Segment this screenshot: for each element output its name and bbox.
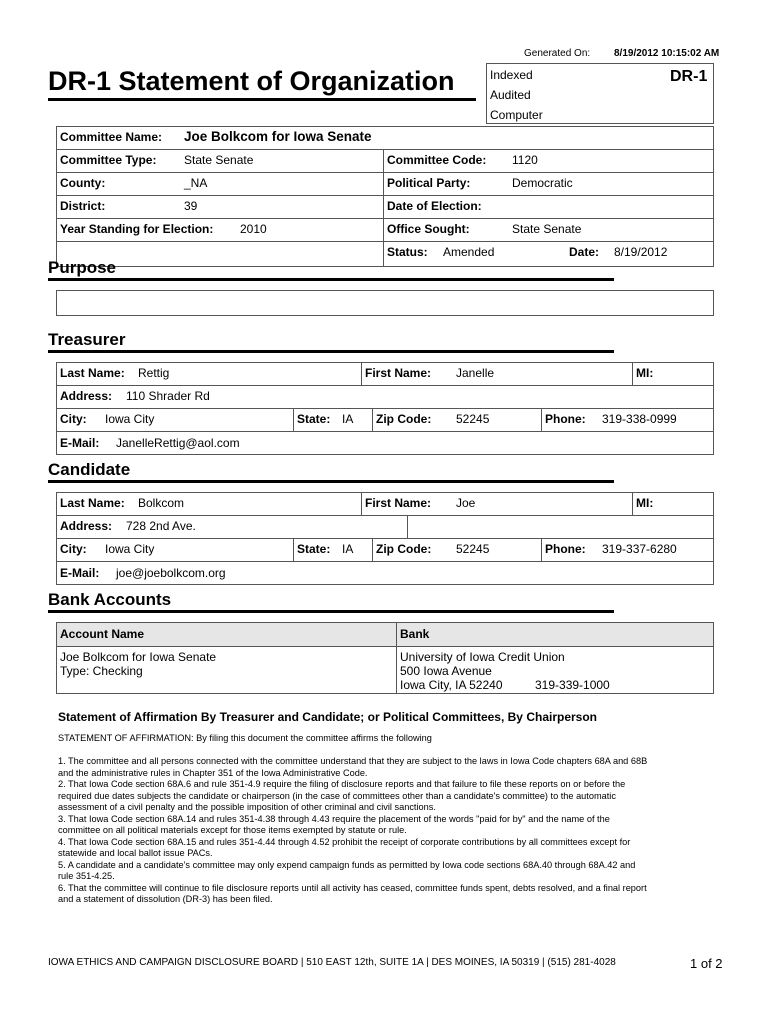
treasurer-address: 110 Shrader Rd xyxy=(126,389,210,403)
committee-type-label: Committee Type: xyxy=(60,153,157,167)
footer-address: IOWA ETHICS AND CAMPAIGN DISCLOSURE BOARD | 510 EAST 12th, SUITE 1A | DES MOINES, IA 50319 | (515) 281-4028 xyxy=(48,957,616,968)
candidate-mi-label: MI: xyxy=(636,496,654,510)
candidate-state: IA xyxy=(342,542,354,556)
title-underline xyxy=(48,98,476,101)
candidate-email: joe@joebolkcom.org xyxy=(116,566,226,580)
date-value: 8/19/2012 xyxy=(614,245,668,259)
treasurer-last-name: Rettig xyxy=(138,366,170,380)
date-label: Date: xyxy=(569,245,600,259)
affirmation-line: 6. That the committee will continue to file disclosure reports until all activity has ceased, committee funds spent, debts resolved, and a final report xyxy=(58,882,647,893)
committee-code: 1120 xyxy=(512,153,538,167)
election-date-label: Date of Election: xyxy=(387,199,482,213)
candidate-phone: 319-337-6280 xyxy=(602,542,677,556)
candidate-email-label: E-Mail: xyxy=(60,566,100,580)
treasurer-city-label: City: xyxy=(60,412,87,426)
candidate-first-name-label: First Name: xyxy=(365,496,432,510)
treasurer-underline xyxy=(48,350,614,353)
bank-heading: Bank Accounts xyxy=(48,590,172,609)
bank-col-bank: Bank xyxy=(400,627,430,641)
affirmation-line: 2. That Iowa Code section 68A.6 and rule 351-4.9 require the filing of disclosure reports and that failure to file these reports on or before the xyxy=(58,779,626,789)
district-label: District: xyxy=(60,199,106,213)
candidate-phone-label: Phone: xyxy=(545,542,586,556)
candidate-underline xyxy=(48,480,614,483)
candidate-last-name: Bolkcom xyxy=(138,496,185,510)
candidate-city: Iowa City xyxy=(105,542,155,556)
page-title: DR-1 Statement of Organization xyxy=(48,66,455,96)
affirmation-heading: Statement of Affirmation By Treasurer and Candidate; or Political Committees, By Chairperson xyxy=(58,710,597,724)
purpose-underline xyxy=(48,278,614,281)
bank-phone: 319-339-1000 xyxy=(535,678,610,692)
treasurer-first-name-label: First Name: xyxy=(365,366,432,380)
office-sought-label: Office Sought: xyxy=(387,222,470,236)
county-label: County: xyxy=(60,176,106,190)
affirmation-line: statewide and local ballot issue PACs. xyxy=(58,848,213,858)
status-value: Amended xyxy=(443,245,495,259)
committee-code-label: Committee Code: xyxy=(387,153,487,167)
status-indexed: Indexed xyxy=(490,68,533,82)
bank-address: 500 Iowa Avenue xyxy=(400,664,492,678)
affirmation-line: 4. That Iowa Code section 68A.15 and rules 351-4.44 through 4.52 prohibit the receipt of corporate contributions by all committees except for xyxy=(58,836,631,847)
generated-value: 8/19/2012 10:15:02 AM xyxy=(614,48,720,59)
affirmation-line: 5. A candidate and a candidate's committee may only expend campaign funds as permitted by Iowa code sections 68A.40 through 68A.42 and xyxy=(58,859,636,870)
purpose-box xyxy=(56,290,714,316)
treasurer-address-label: Address: xyxy=(60,389,113,403)
treasurer-phone-label: Phone: xyxy=(545,412,586,426)
office-sought: State Senate xyxy=(512,222,582,236)
generated-label: Generated On: xyxy=(524,48,591,59)
committee-name-label: Committee Name: xyxy=(60,130,163,144)
candidate-last-name-label: Last Name: xyxy=(60,496,125,510)
treasurer-phone: 319-338-0999 xyxy=(602,412,677,426)
candidate-zip-label: Zip Code: xyxy=(376,542,432,556)
candidate-state-label: State: xyxy=(297,542,331,556)
purpose-heading: Purpose xyxy=(48,258,117,277)
party: Democratic xyxy=(512,176,573,190)
affirmation-line: assessment of a civil penalty and the possible imposition of other criminal and civil sanctions. xyxy=(58,802,436,812)
form-code: DR-1 xyxy=(670,68,708,85)
affirmation-line: committee on all political materials except for those items exempted by statute or rule. xyxy=(58,825,407,835)
status-audited: Audited xyxy=(490,88,531,102)
candidate-address-label: Address: xyxy=(60,519,113,533)
year-standing: 2010 xyxy=(240,222,267,236)
treasurer-heading: Treasurer xyxy=(48,330,126,349)
affirmation-line: 1. The committee and all persons connected with the committee understand that they are subject to the laws in Iowa Code chapters 68A and 68B xyxy=(58,756,648,766)
bank-account-name: Joe Bolkcom for Iowa Senate xyxy=(60,650,217,664)
treasurer-email-label: E-Mail: xyxy=(60,436,100,450)
treasurer-state: IA xyxy=(342,412,354,426)
status-computer: Computer xyxy=(490,108,543,122)
status-label: Status: xyxy=(387,245,428,259)
bank-col-account: Account Name xyxy=(60,627,145,641)
affirmation-line: 3. That Iowa Code section 68A.14 and rules 351-4.38 through 4.43 require the placement of the words "paid for by" and the name of the xyxy=(58,813,610,824)
candidate-city-label: City: xyxy=(60,542,87,556)
year-standing-label: Year Standing for Election: xyxy=(60,222,214,236)
bank-name: University of Iowa Credit Union xyxy=(400,650,565,664)
bank-underline xyxy=(48,610,614,613)
treasurer-last-name-label: Last Name: xyxy=(60,366,125,380)
treasurer-zip-label: Zip Code: xyxy=(376,412,432,426)
county: _NA xyxy=(184,176,208,190)
committee-name: Joe Bolkcom for Iowa Senate xyxy=(184,129,372,144)
affirmation-line: and the administrative rules in Chapter 351 of the Iowa Administrative Code. xyxy=(58,767,368,778)
affirmation-line: and a statement of dissolution (DR-3) has been filed. xyxy=(58,894,273,904)
treasurer-state-label: State: xyxy=(297,412,331,426)
candidate-first-name: Joe xyxy=(456,496,476,510)
treasurer-zip: 52245 xyxy=(456,412,490,426)
bank-table-header xyxy=(57,623,713,646)
affirmation-line: required due dates subjects the candidate or chairperson (in the case of committees other than a candidate's committee) to the automatic xyxy=(58,790,616,801)
page-number: 1 of 2 xyxy=(690,956,723,971)
bank-city: Iowa City, IA 52240 xyxy=(400,678,503,692)
affirmation-line: rule 351-4.25. xyxy=(58,871,115,881)
treasurer-city: Iowa City xyxy=(105,412,155,426)
treasurer-email: JanelleRettig@aol.com xyxy=(116,436,240,450)
committee-type: State Senate xyxy=(184,153,254,167)
candidate-heading: Candidate xyxy=(48,460,131,479)
candidate-zip: 52245 xyxy=(456,542,490,556)
affirmation-body xyxy=(58,756,718,906)
treasurer-mi-label: MI: xyxy=(636,366,654,380)
candidate-address: 728 2nd Ave. xyxy=(126,519,196,533)
party-label: Political Party: xyxy=(387,176,471,190)
treasurer-first-name: Janelle xyxy=(456,366,495,380)
affirmation-intro: STATEMENT OF AFFIRMATION: By filing this document the committee affirms the following xyxy=(58,733,432,743)
district: 39 xyxy=(184,199,198,213)
bank-account-type: Type: Checking xyxy=(60,664,143,678)
